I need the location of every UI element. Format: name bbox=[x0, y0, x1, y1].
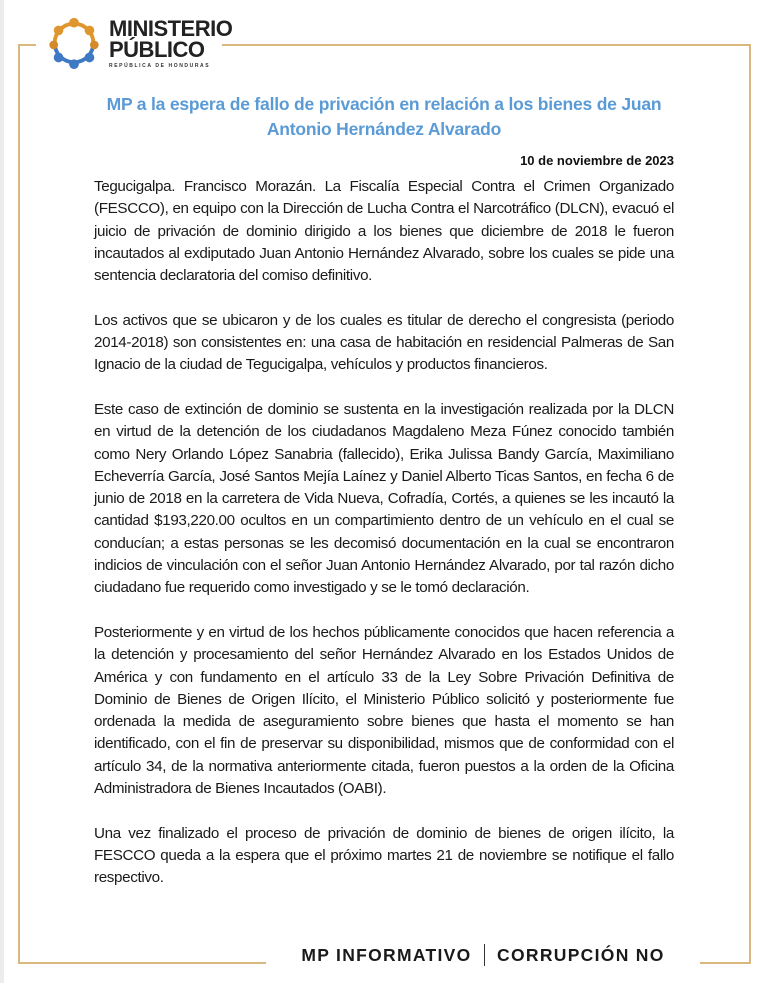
paragraph: Los activos que se ubicaron y de los cuales es titular de derecho el congresista (periodo 2014-2018) son consistentes en: una casa de habitación en residencial Palmeras de San Ignacio de la ciudad de Tegucigalpa, vehículos y productos financieros. bbox=[94, 311, 674, 374]
footer-mp-informativo: MP INFORMATIVO bbox=[301, 944, 472, 965]
frame-top-line bbox=[222, 44, 750, 46]
people-circle-logo-icon bbox=[45, 14, 103, 72]
footer-divider bbox=[484, 944, 486, 966]
page-edge bbox=[0, 0, 4, 983]
paragraph: Este caso de extinción de dominio se sustenta en la investigación realizada por la DLCN en virtud de la detención de los ciudadanos Magdaleno Meza Fúnez conocido también como Nery Orlando López Sanabria (fallecido), Erika Julissa Bandy García, Maximiliano Echeverría García, José Santos Mejía Laínez y Daniel Alberto Ticas Santos, en fecha 6 de junio de 2018 en la carretera de Vida Nueva, Cofradía, Cortés, a quienes se les incautó la cantidad $193,220.00 ocultos en un compartimiento dentro de un vehículo en el cual se conducían; a estas personas se les decomisó documentación en la cual se encontraron indicios de vinculación con el señor Juan Antonio Hernández Alvarado, por tal razón dicho ciudadano fue requerido como investigado y se le tomó declaración. bbox=[94, 400, 674, 597]
footer-corrupcion-no: CORRUPCIÓN NO bbox=[497, 944, 665, 965]
footer-tagline bbox=[266, 944, 700, 966]
ministerio-publico-logo bbox=[45, 14, 232, 72]
paragraph: Una vez finalizado el proceso de privación de dominio de bienes de origen ilícito, la FESCCO queda a la espera que el próximo martes 21 de noviembre se notifique el fallo respectivo. bbox=[94, 824, 674, 887]
frame-bottom-right-line bbox=[700, 962, 751, 964]
article-body bbox=[94, 176, 674, 912]
article-title: MP a la espera de fallo de privación en relación a los bienes de Juan Antonio Hernández Alvarado bbox=[106, 94, 662, 139]
frame-left-line bbox=[18, 44, 20, 964]
frame-bottom-left-line bbox=[18, 962, 266, 964]
article-date: 10 de noviembre de 2023 bbox=[520, 153, 674, 168]
logo-title-line1: MINISTERIO bbox=[109, 16, 233, 41]
frame-top-left-line bbox=[18, 44, 36, 46]
frame-right-line bbox=[749, 44, 751, 964]
paragraph: Posteriormente y en virtud de los hechos públicamente conocidos que hacen referencia a la detención y procesamiento del señor Hernández Alvarado en los Estados Unidos de América y con fundamento en el artículo 33 de la Ley Sobre Privación Definitiva de Dominio de Bienes de Origen Ilícito, el Ministerio Público solicitó y posteriormente fue ordenada la medida de aseguramiento sobre bienes que hasta el momento se han identificado, con el fin de preservar su disponibilidad, mismos que de conformidad con el artículo 34, de la normativa anteriormente citada, fueron puestos a la orden de la Oficina Administradora de Bienes Incautados (OABI). bbox=[94, 623, 674, 798]
logo-title-line2: PÚBLICO bbox=[109, 37, 205, 62]
paragraph: Tegucigalpa. Francisco Morazán. La Fiscalía Especial Contra el Crimen Organizado (FESCCO), en equipo con la Dirección de Lucha Contra el Narcotráfico (DLCN), evacuó el juicio de privación de dominio dirigido a los bienes que diciembre de 2018 le fueron incautados al exdiputado Juan Antonio Hernández Alvarado, sobre los cuales se pide una sentencia declaratoria del comiso definitivo. bbox=[94, 178, 674, 285]
logo-subtitle: REPÚBLICA DE HONDURAS bbox=[109, 63, 211, 69]
